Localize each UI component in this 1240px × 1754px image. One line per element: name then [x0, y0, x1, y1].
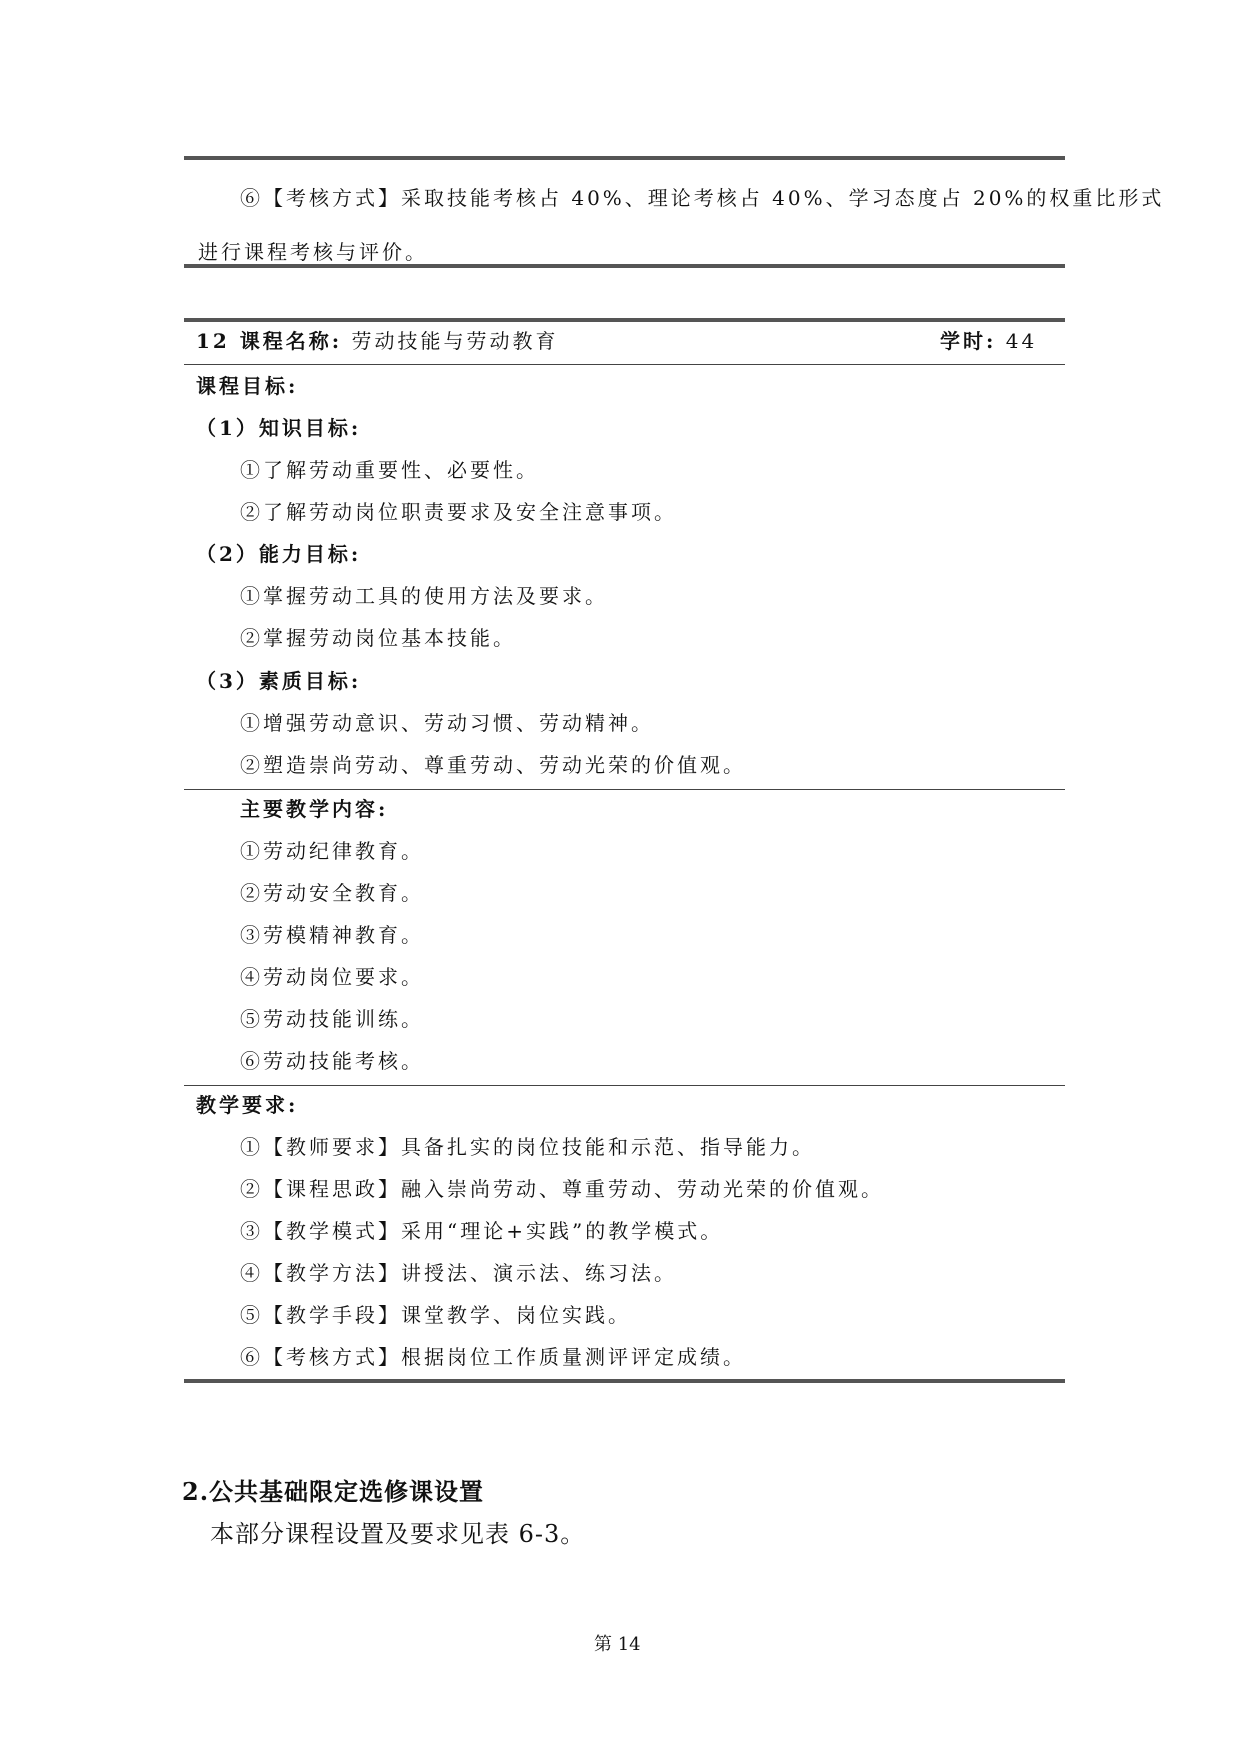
ability-heading: （2）能力目标: — [196, 542, 362, 566]
content-item: ②劳动安全教育。 — [240, 881, 424, 905]
knowledge-heading: （1）知识目标: — [196, 416, 362, 440]
course-title-row — [196, 325, 559, 354]
hours-value: 44 — [1005, 329, 1038, 353]
content-item: ⑥劳动技能考核。 — [240, 1049, 424, 1073]
content-heading: 主要教学内容: — [240, 797, 389, 821]
ability-item: ①掌握劳动工具的使用方法及要求。 — [240, 584, 608, 608]
requirement-item: ⑤【教学手段】课堂教学、岗位实践。 — [240, 1303, 631, 1327]
section-heading: 2.公共基础限定选修课设置 — [182, 1477, 485, 1506]
requirement-item: ①【教师要求】具备扎实的岗位技能和示范、指导能力。 — [240, 1135, 815, 1159]
table-bottom-rule — [184, 264, 1065, 268]
quality-heading: （3）素质目标: — [196, 669, 362, 693]
content-item: ④劳动岗位要求。 — [240, 965, 424, 989]
course-title-label: 12 课程名称: — [196, 329, 343, 353]
course-table-top-rule — [184, 318, 1065, 322]
table-top-rule — [184, 156, 1065, 160]
course-table-bottom-rule — [184, 1379, 1065, 1383]
prev-assessment-line-2: 进行课程考核与评价。 — [198, 240, 428, 264]
ability-item: ②掌握劳动岗位基本技能。 — [240, 626, 516, 650]
page-number: 第 14 — [594, 1634, 641, 1655]
knowledge-item: ②了解劳动岗位职责要求及安全注意事项。 — [240, 500, 677, 524]
content-divider — [184, 1085, 1065, 1086]
goals-divider — [184, 789, 1065, 790]
content-item: ⑤劳动技能训练。 — [240, 1007, 424, 1031]
requirement-item: ⑥【考核方式】根据岗位工作质量测评评定成绩。 — [240, 1345, 746, 1369]
content-item: ③劳模精神教育。 — [240, 923, 424, 947]
section-paragraph: 本部分课程设置及要求见表 6-3。 — [210, 1520, 586, 1548]
quality-item: ①增强劳动意识、劳动习惯、劳动精神。 — [240, 711, 654, 735]
requirement-item: ②【课程思政】融入崇尚劳动、尊重劳动、劳动光荣的价值观。 — [240, 1177, 884, 1201]
requirement-item: ④【教学方法】讲授法、演示法、练习法。 — [240, 1261, 677, 1285]
goals-heading: 课程目标: — [196, 374, 299, 398]
requirements-heading: 教学要求: — [196, 1093, 299, 1117]
course-hours — [940, 325, 1037, 354]
quality-item: ②塑造崇尚劳动、尊重劳动、劳动光荣的价值观。 — [240, 753, 746, 777]
hours-label: 学时: — [940, 329, 997, 353]
requirement-item: ③【教学模式】采用“理论+实践”的教学模式。 — [240, 1219, 724, 1243]
knowledge-item: ①了解劳动重要性、必要性。 — [240, 458, 539, 482]
course-title-value: 劳动技能与劳动教育 — [351, 329, 559, 353]
prev-assessment-line-1: ⑥【考核方式】采取技能考核占 40%、理论考核占 40%、学习态度占 20%的权重比形式 — [240, 186, 1165, 210]
course-title-divider — [184, 364, 1065, 365]
content-item: ①劳动纪律教育。 — [240, 839, 424, 863]
